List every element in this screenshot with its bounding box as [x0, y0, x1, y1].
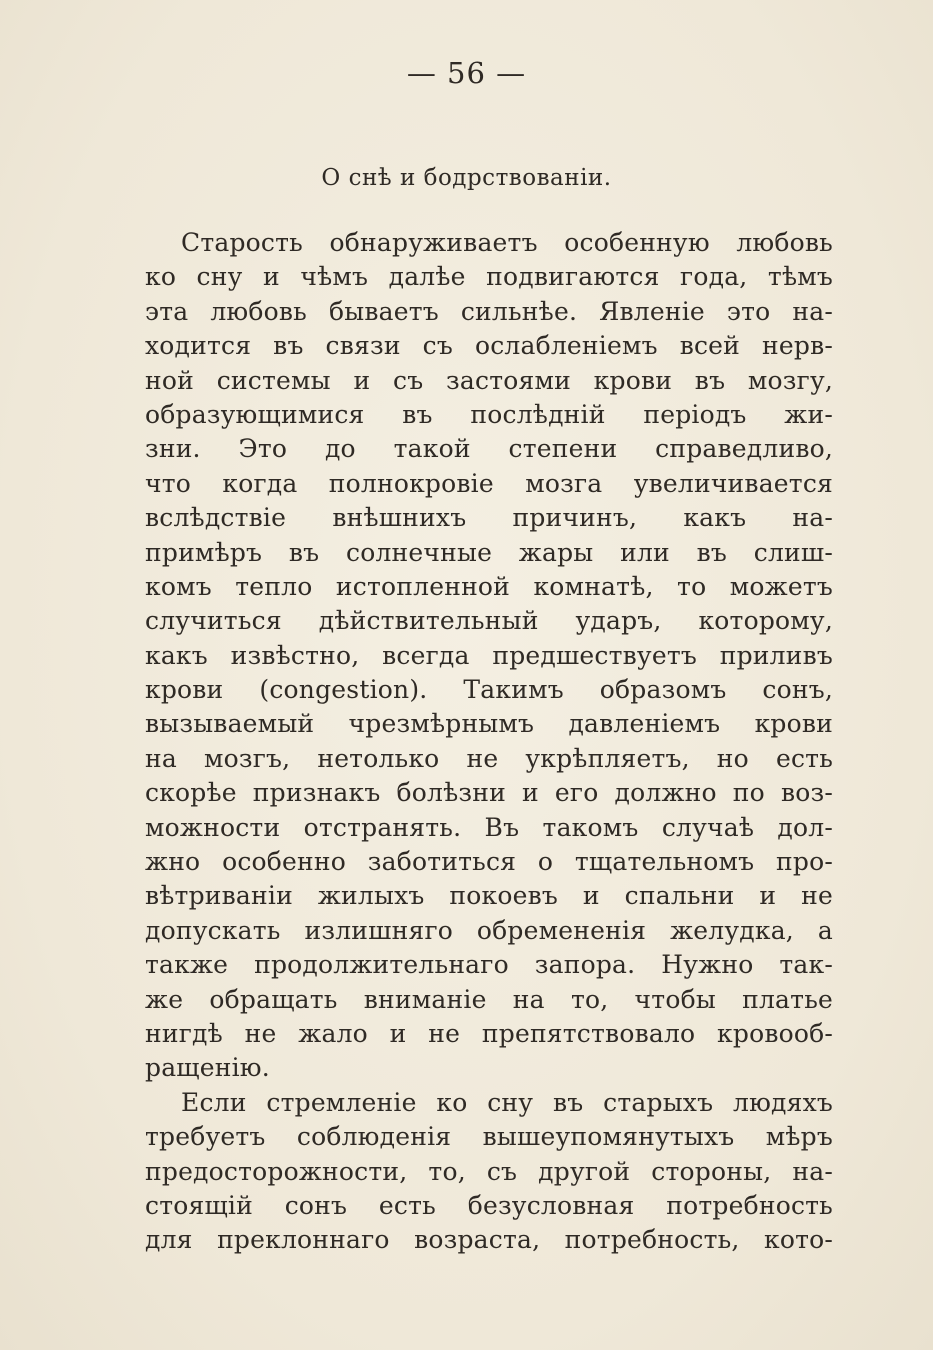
page-number: — 56 —: [406, 56, 527, 90]
text-line: ходится въ связи съ ослабленіемъ всей нерв-: [145, 331, 833, 361]
text-line: стоящій сонъ есть безусловная потребность: [145, 1190, 833, 1220]
text-line: предосторожности, то, съ другой стороны, на-: [145, 1156, 833, 1186]
text-line: комъ тепло истопленной комнатѣ, то можетъ: [145, 571, 833, 601]
text-line: скорѣе признакъ болѣзни и его должно по воз-: [145, 778, 833, 808]
text-line: образующимися въ послѣдній періодъ жи-: [145, 399, 833, 429]
text-line: какъ извѣстно, всегда предшествуетъ приливъ: [145, 640, 833, 670]
text-line: вызываемый чрезмѣрнымъ давленіемъ крови: [145, 709, 833, 739]
text-line: ной системы и съ застоями крови въ мозгу,: [145, 365, 833, 395]
text-line: требуетъ соблюденія вышеупомянутыхъ мѣръ: [145, 1122, 833, 1152]
text-line: ко сну и чѣмъ далѣе подвигаются года, тѣмъ: [145, 262, 833, 292]
text-line: можности отстранять. Въ такомъ случаѣ дол-: [145, 812, 833, 842]
text-line: для преклоннаго возраста, потребность, кото-: [145, 1225, 833, 1255]
text-line: что когда полнокровіе мозга увеличивается: [145, 468, 833, 498]
text-line: на мозгъ, нетолько не укрѣпляетъ, но есть: [145, 743, 833, 773]
text-line: крови (congestion). Такимъ образомъ сонъ,: [145, 675, 833, 705]
text-line: эта любовь бываетъ сильнѣе. Явленіе это на-: [145, 296, 833, 326]
text-line: также продолжительнаго запора. Нужно так-: [145, 950, 833, 980]
paragraph-1: [145, 226, 833, 1086]
text-line: Старость обнаруживаетъ особенную любовь: [181, 228, 833, 257]
text-line: зни. Это до такой степени справедливо,: [145, 434, 833, 464]
text-line: вслѣдствіе внѣшнихъ причинъ, какъ на-: [145, 503, 833, 533]
paragraph-2: [145, 1086, 833, 1258]
text-line: нигдѣ не жало и не препятствовало кровооб-: [145, 1018, 833, 1048]
body-text: [145, 226, 833, 1258]
text-line: случиться дѣйствительный ударъ, которому,: [145, 606, 833, 636]
text-line: Если стремленіе ко сну въ старыхъ людяхъ: [181, 1087, 833, 1117]
section-heading: О снѣ и бодрствованіи.: [321, 165, 612, 191]
text-line: ращенію.: [145, 1053, 270, 1083]
text-line: допускать излишняго обремененія желудка, а: [145, 915, 833, 945]
text-line: вѣтриваніи жилыхъ покоевъ и спальни и не: [145, 881, 833, 911]
text-line: примѣръ въ солнечные жары или въ слиш-: [145, 537, 833, 567]
text-line: жно особенно заботиться о тщательномъ про-: [145, 847, 833, 877]
text-line: же обращать вниманіе на то, чтобы платье: [145, 984, 833, 1014]
